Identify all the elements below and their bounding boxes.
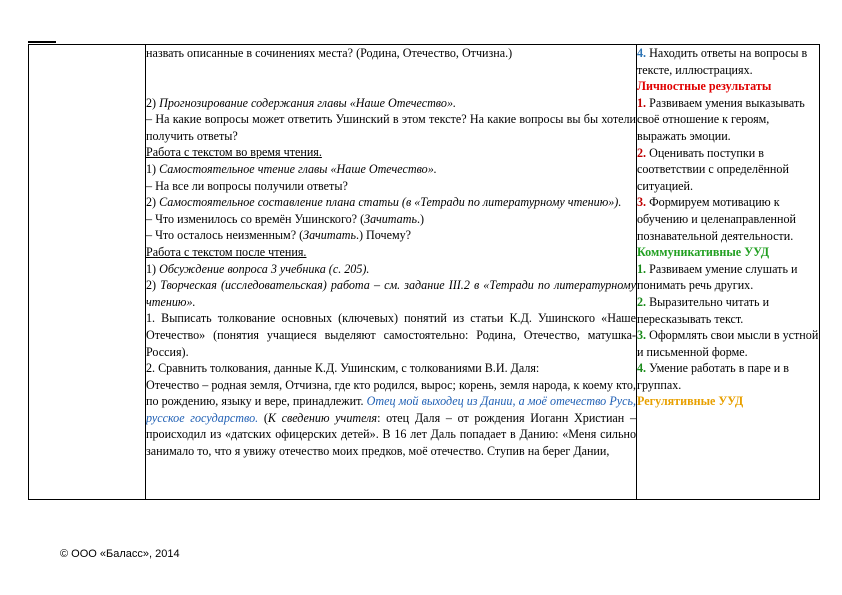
section-heading: Работа с текстом после чтения. <box>146 244 307 259</box>
text-line: – Что изменилось со времён Ушинского? (Зачитать.) <box>146 211 425 226</box>
lesson-table <box>28 44 820 500</box>
outcome-item: 4. Умение работать в паре и в группах. <box>637 361 789 392</box>
stage-column-cell <box>29 45 146 500</box>
outcome-item: 3. Формируем мотивацию к обучению и целенаправленной познавательной деятельности. <box>637 195 796 243</box>
outcome-item: 2. Выразительно читать и пересказывать текст. <box>637 294 770 326</box>
text-line: 2) Прогнозирование содержания главы «Наше Отечество». <box>146 95 457 110</box>
outcome-item: 1. Развиваем умения выказывать своё отношение к героям, выражать эмоции. <box>637 95 805 143</box>
text-line: 1) Обсуждение вопроса 3 учебника (с. 205). <box>146 261 370 276</box>
table-row <box>29 45 820 500</box>
text-line: назвать описанные в сочинениях места? (Родина, Отечество, Отчизна.) <box>146 46 513 60</box>
regulatory-heading: Регулятивные УУД <box>637 394 744 409</box>
text-line: – На все ли вопросы получили ответы? <box>146 178 348 193</box>
outcome-item: 3. Оформлять свои мысли в устной и письменной форме. <box>637 328 819 359</box>
text-line: 2) Творческая (исследовательская) работа – см. задание III.2 в «Тетради по литературному чтению». <box>146 278 636 309</box>
text-line: 2) Самостоятельное составление плана статьи (в «Тетради по литературному чтению»). <box>146 195 622 210</box>
personal-results-heading: Личностные результаты <box>637 79 772 94</box>
dahl-quote: Отец мой выходец из Дании, а моё отечество Русь, русское государство. <box>146 394 636 425</box>
outcome-item: 4. Находить ответы на вопросы в тексте, иллюстрациях. <box>637 46 808 77</box>
text-line: – Что осталось неизменным? (Зачитать.) Почему? <box>146 228 412 243</box>
outcome-item: 2. Оценивать поступки в соответствии с определённой ситуацией. <box>637 145 789 193</box>
text-line: 2. Сравнить толкования, данные К.Д. Ушинским, с толкованиями В.И. Даля: <box>146 361 540 376</box>
text-line: 1. Выписать толкование основных (ключевых) понятий из статьи К.Д. Ушинского «Наше Отечество» (понятия учащиеся выделяют самостоятельно: Родина, Отечество, матушка-Россия). <box>146 311 636 359</box>
outcome-item: 1. Развиваем умение слушать и понимать речь других. <box>637 261 798 293</box>
copyright-footer: © ООО «Баласс», 2014 <box>60 548 180 560</box>
text-line: 1) Самостоятельное чтение главы «Наше Отечество». <box>146 161 437 176</box>
communicative-heading: Коммуникативные УУД <box>637 245 770 260</box>
outcomes-cell <box>637 45 820 500</box>
section-heading: Работа с текстом во время чтения. <box>146 145 322 160</box>
teacher-activity-cell <box>146 45 637 500</box>
text-line: Отечество – родная земля, Отчизна, где кто родился, вырос; корень, земля народа, к коему кто, по рождению, языку и вере, принадлежит. Отец мой выходец из Дании, а моё отечество Русь, русское государство. (К сведению учителя: отец Даля – от рождения Иоганн Христиан – происходил из «датских офицерских детей». В 16 лет Даль попадает в Данию: «Меня сильно занимало то, что я увижу отечество моих предков, моё отечество. Ступив на берег Дании, <box>146 377 636 459</box>
text-line: – На какие вопросы может ответить Ушинский в этом тексте? На какие вопросы вы бы хотели получить ответы? <box>146 112 636 143</box>
table-top-mark <box>28 41 56 43</box>
